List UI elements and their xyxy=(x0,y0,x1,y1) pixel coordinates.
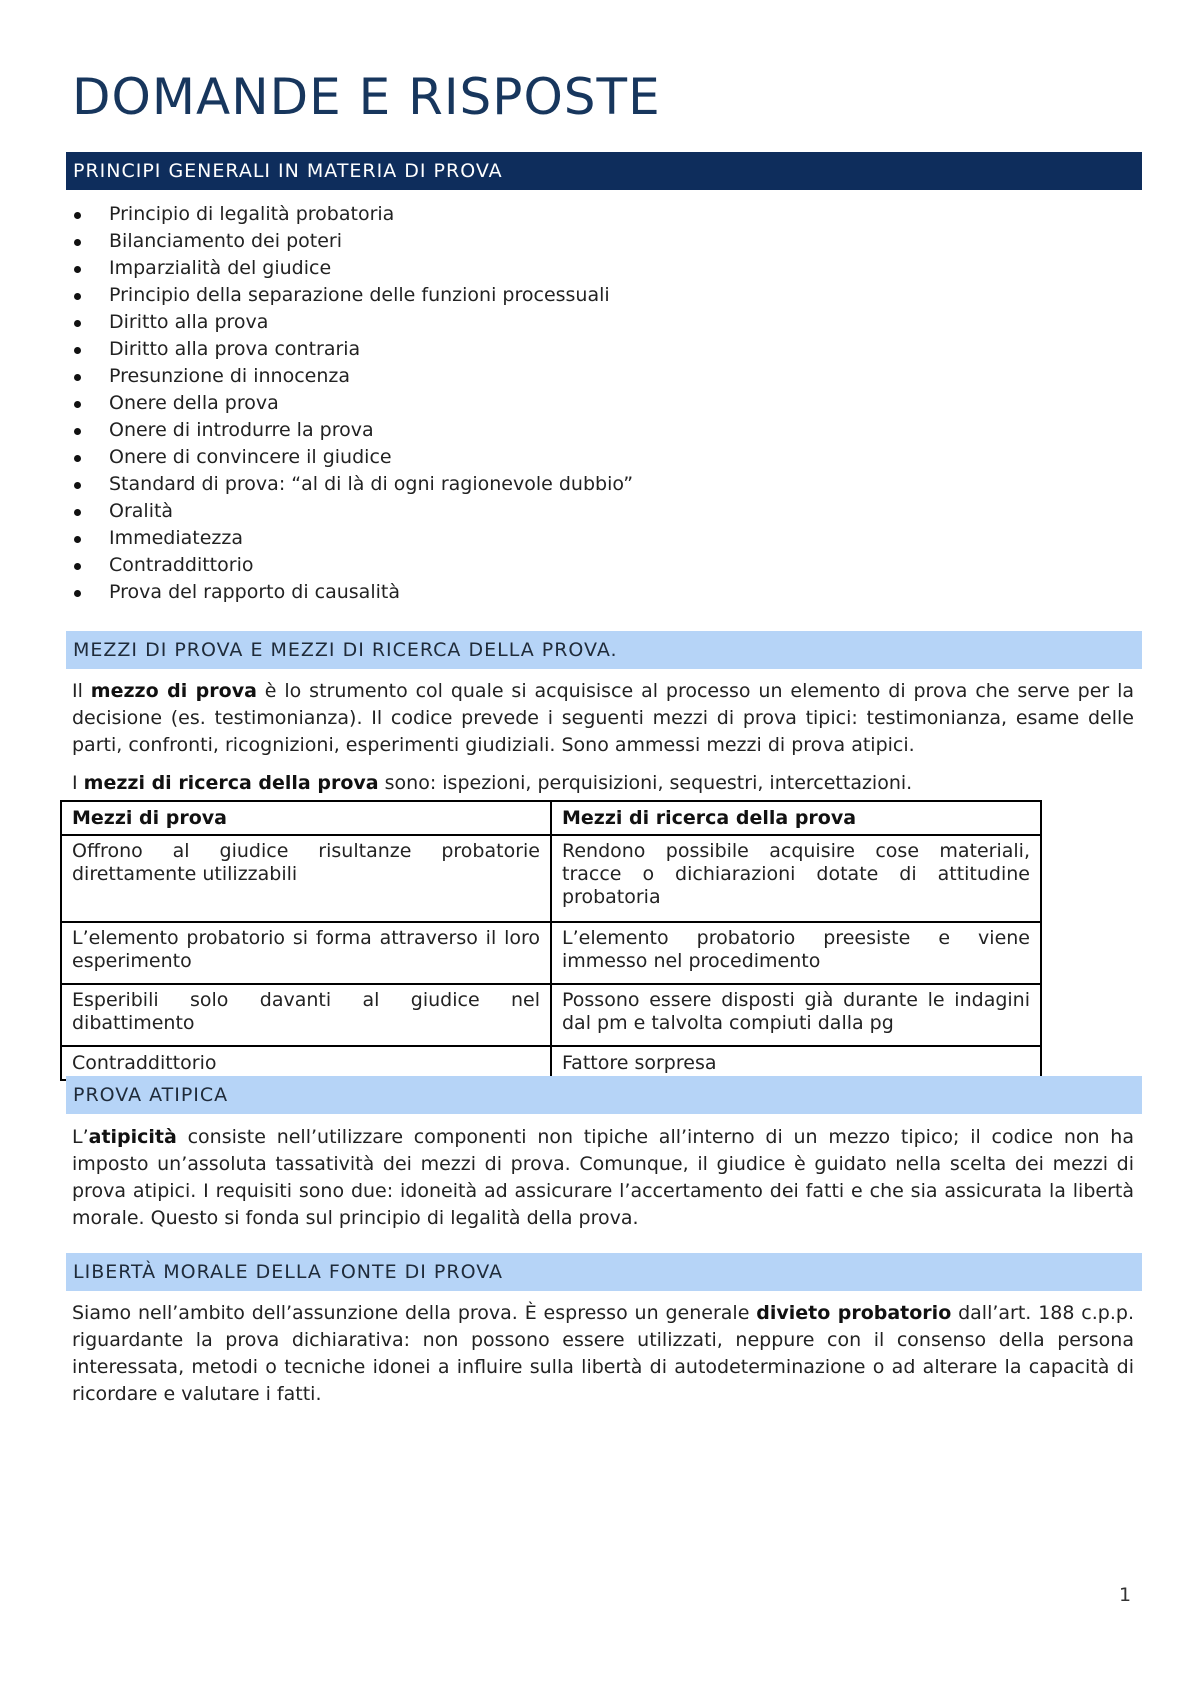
paragraph-mezzo-di-prova: Il mezzo di prova è lo strumento col quale si acquisisce al processo un elemento di prova che serve per la decisione (es. testimonianza). Il codice prevede i seguenti mezzi di prova tipici: testimonianza, esame delle parti, confronti, ricognizioni, esperimenti giudiziali. Sono ammessi mezzi di prova atipici. xyxy=(72,680,1135,756)
bullet-icon xyxy=(74,293,81,300)
paragraph-mezzi-di-ricerca: I mezzi di ricerca della prova sono: ispezioni, perquisizioni, sequestri, intercettazioni. xyxy=(72,772,913,794)
table-header-cell: Mezzi di ricerca della prova xyxy=(551,801,1041,835)
table-row xyxy=(61,835,1041,922)
bullet-icon xyxy=(74,212,81,219)
table-cell: Possono essere disposti già durante le indagini dal pm e talvolta compiuti dalla pg xyxy=(551,984,1041,1046)
section-heading-prova-atipica: PROVA ATIPICA xyxy=(66,1076,1142,1114)
paragraph-atipicita: L’atipicità consiste nell’utilizzare componenti non tipiche all’interno di un mezzo tipico; il codice non ha imposto un’assoluta tassatività dei mezzi di prova. Comunque, il giudice è guidato nella scelta dei mezzi di prova atipici. I requisiti sono due: idoneità ad assicurare l’accertamento dei fatti e che sia assicurata la libertà morale. Questo si fonda sul principio di legalità della prova. xyxy=(72,1126,1134,1229)
bullet-icon xyxy=(74,536,81,543)
page-number: 1 xyxy=(1119,1584,1132,1606)
section-heading-liberta-morale: LIBERTÀ MORALE DELLA FONTE DI PROVA xyxy=(66,1253,1142,1291)
bullet-icon xyxy=(74,239,81,246)
table-cell: Esperibili solo davanti al giudice nel dibattimento xyxy=(61,984,551,1046)
bullet-icon xyxy=(74,374,81,381)
list-item: Principio di legalità probatoria xyxy=(66,201,633,228)
list-item: Bilanciamento dei poteri xyxy=(66,228,633,255)
table-cell: L’elemento probatorio si forma attraverso il loro esperimento xyxy=(61,922,551,984)
bullet-icon xyxy=(74,563,81,570)
table-cell: L’elemento probatorio preesiste e viene immesso nel procedimento xyxy=(551,922,1041,984)
list-item: Diritto alla prova xyxy=(66,309,633,336)
table-cell: Offrono al giudice risultanze probatorie direttamente utilizzabili xyxy=(61,835,551,922)
list-item: Onere di introdurre la prova xyxy=(66,417,633,444)
table-header-cell: Mezzi di prova xyxy=(61,801,551,835)
list-item: Onere di convincere il giudice xyxy=(66,444,633,471)
bullet-icon xyxy=(74,590,81,597)
list-item: Presunzione di innocenza xyxy=(66,363,633,390)
list-item: Onere della prova xyxy=(66,390,633,417)
table-cell: Contraddittorio xyxy=(61,1046,551,1080)
bullet-icon xyxy=(74,509,81,516)
bullet-icon xyxy=(74,482,81,489)
bullet-icon xyxy=(74,455,81,462)
bullet-icon xyxy=(74,266,81,273)
section-heading-mezzi: MEZZI DI PROVA E MEZZI DI RICERCA DELLA PROVA. xyxy=(66,631,1142,669)
principles-list xyxy=(66,201,633,606)
paragraph-liberta-morale: Siamo nell’ambito dell’assunzione della prova. È espresso un generale divieto probatorio dall’art. 188 c.p.p. riguardante la prova dichiarativa: non possono essere utilizzati, neppure con il consenso della persona interessata, metodi o tecniche idonei a influire sulla libertà di autodeterminazione o ad alterare la capacità di ricordare e valutare i fatti. xyxy=(72,1302,1134,1405)
list-item: Oralità xyxy=(66,498,633,525)
section-heading-principi: PRINCIPI GENERALI IN MATERIA DI PROVA xyxy=(66,152,1142,190)
list-item: Imparzialità del giudice xyxy=(66,255,633,282)
list-item: Standard di prova: “al di là di ogni ragionevole dubbio” xyxy=(66,471,633,498)
table-header-row xyxy=(61,801,1041,835)
table-row xyxy=(61,984,1041,1046)
table-row xyxy=(61,1046,1041,1080)
bullet-icon xyxy=(74,320,81,327)
bullet-icon xyxy=(74,428,81,435)
bullet-icon xyxy=(74,401,81,408)
table-row xyxy=(61,922,1041,984)
list-item: Principio della separazione delle funzioni processuali xyxy=(66,282,633,309)
list-item: Diritto alla prova contraria xyxy=(66,336,633,363)
document-title: DOMANDE E RISPOSTE xyxy=(72,68,661,126)
table-cell: Rendono possibile acquisire cose materiali, tracce o dichiarazioni dotate di attitudine probatoria xyxy=(551,835,1041,922)
list-item: Contraddittorio xyxy=(66,552,633,579)
bullet-icon xyxy=(74,347,81,354)
list-item: Prova del rapporto di causalità xyxy=(66,579,633,606)
comparison-table xyxy=(60,800,1042,1081)
list-item: Immediatezza xyxy=(66,525,633,552)
table-cell: Fattore sorpresa xyxy=(551,1046,1041,1080)
